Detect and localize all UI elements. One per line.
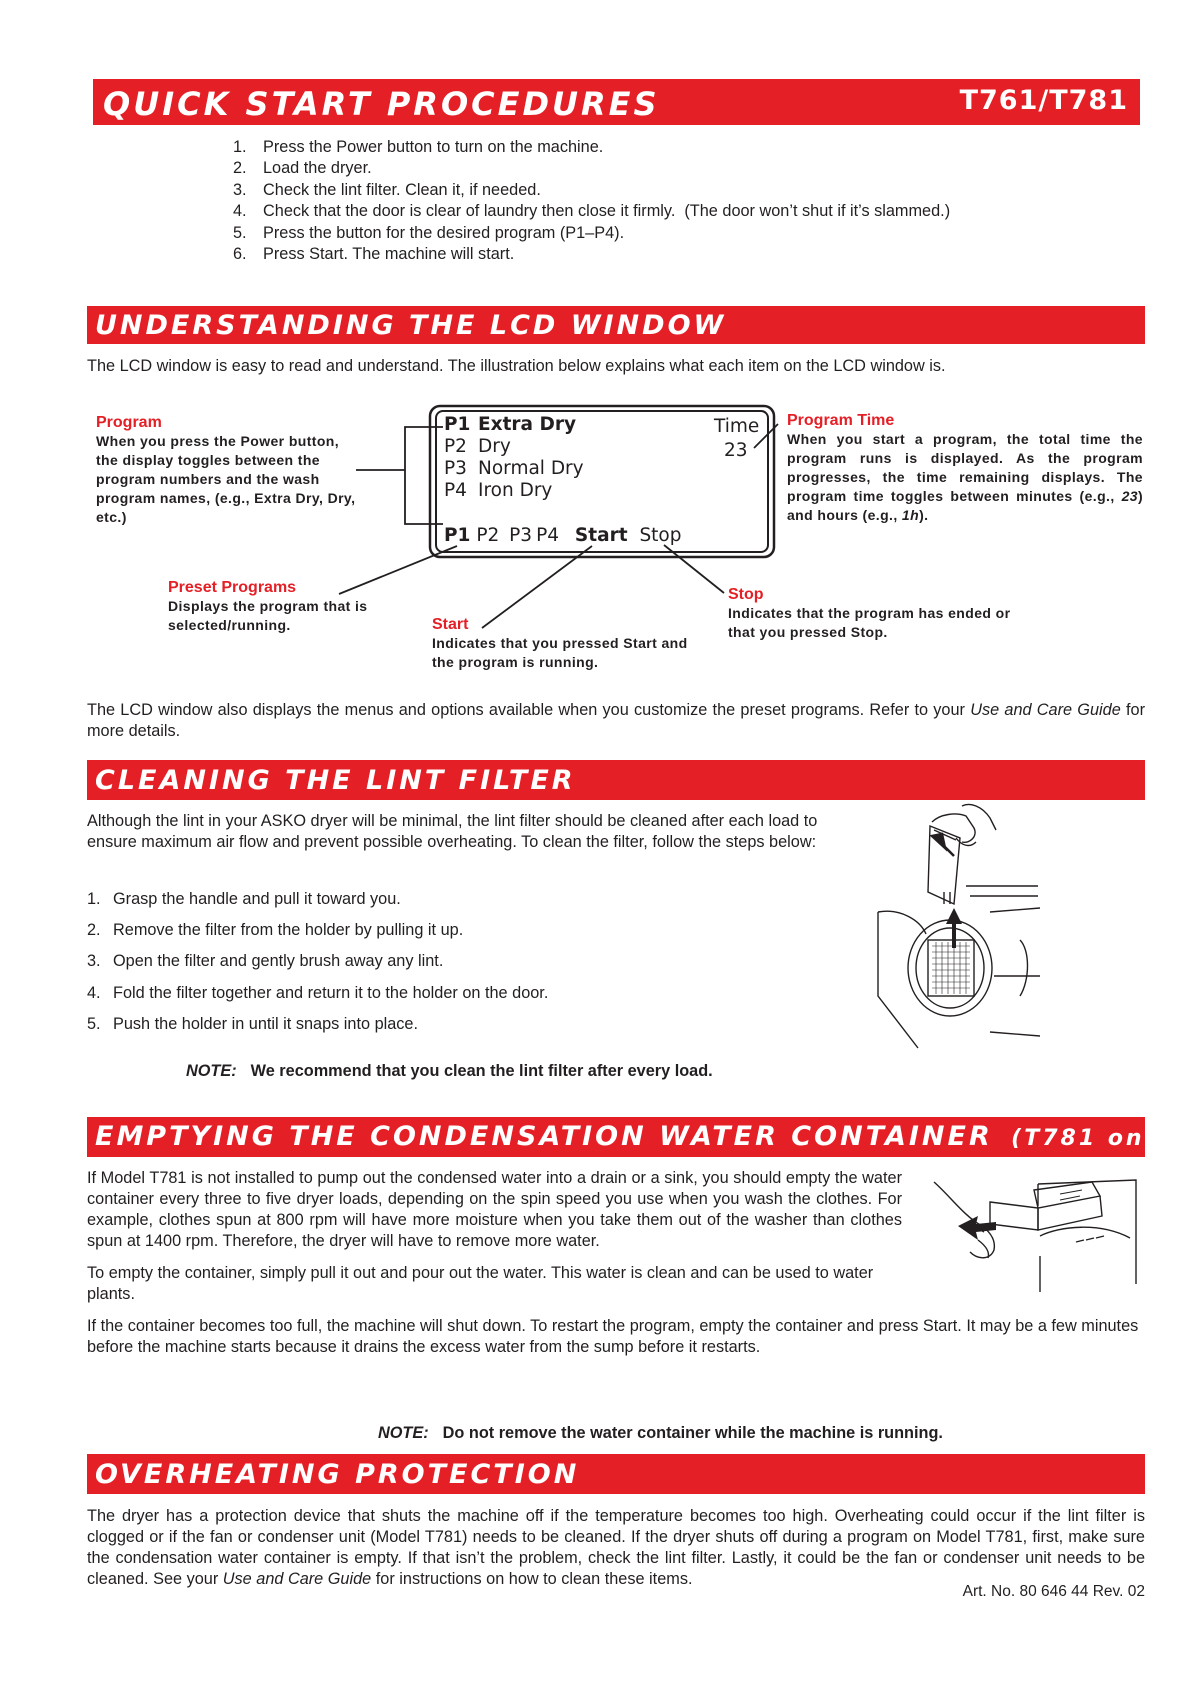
note-text: We recommend that you clean the lint filter after every load. xyxy=(250,1062,713,1080)
start-callout xyxy=(432,616,688,672)
program-text: When you press the Power button, the display toggles between the program numbers and the wash program names, (e.g., Extra Dry, Dry, etc.) xyxy=(96,433,356,525)
lint-steps xyxy=(87,884,787,1040)
program-label: Program xyxy=(96,414,162,431)
overheat-para: The dryer has a protection device that shuts the machine off if the temperature becomes too high. Overheating could occur if the lint filter is clogged or if the fan or condenser unit (Model T781) needs to be cleaned. If the dryer shuts off during a program on Model T781, first, make sure the condensation water container is empty. If that isn’t the problem, check the lint filter. Lastly, it could be the fan or condenser unit needs to be cleaned. See your Use and Care Guide for instructions on how to clean these items. xyxy=(87,1507,1145,1588)
lint-section-banner xyxy=(87,760,1145,800)
preset-programs-callout xyxy=(168,579,380,635)
lcd-row: P2 Dry xyxy=(444,436,511,457)
lint-note xyxy=(186,1062,713,1081)
list-item: 2. Remove the filter from the holder by pulling it up. xyxy=(87,921,464,940)
lcd-time-label: Time xyxy=(714,416,760,437)
list-item: 1. Press the Power button to turn on the machine. xyxy=(233,138,604,156)
model-number: T761/T781 xyxy=(959,85,1128,116)
program-time-callout xyxy=(787,412,1143,525)
note-label: NOTE: xyxy=(186,1062,237,1080)
program-time-label: Program Time xyxy=(787,412,895,429)
lcd-time-value: 23 xyxy=(724,440,748,461)
lint-section-title: CLEANING THE LINT FILTER xyxy=(95,765,576,796)
lint-intro: Although the lint in your ASKO dryer will be minimal, the lint filter should be cleaned after each load to ensure maximum air flow and prevent possible overheating. To clean the filter, follow the steps below: xyxy=(87,812,818,851)
lcd-row: P4 Iron Dry xyxy=(444,480,553,501)
stop-callout xyxy=(728,586,1038,642)
water-para-1: If Model T781 is not installed to pump out the condensed water into a drain or a sink, you should empty the water container every three to five dryer loads, depending on the spin speed you use when you wash the clothes. For example, clothes spun at 800 rpm will have more moisture when you take them out of the washer than clothes spun at 1400 rpm. Therefore, the dryer will have to remove more water. xyxy=(87,1169,902,1250)
list-item: 4. Check that the door is clear of laundry then close it firmly. (The door won’t shut if it’s slammed.) xyxy=(233,202,951,221)
lcd-row: P3 Normal Dry xyxy=(444,458,584,479)
list-item: 1. Grasp the handle and pull it toward you. xyxy=(87,890,401,908)
lcd-section-title: UNDERSTANDING THE LCD WINDOW xyxy=(95,310,727,341)
program-bracket xyxy=(405,427,443,524)
program-callout xyxy=(96,414,368,527)
water-para-3: If the container becomes too full, the machine will shut down. To restart the program, empty the container and press Start. It may be a few minutes before the machine starts because it drains the excess water from the sump before it restarts. xyxy=(87,1317,1139,1356)
overheat-section-banner xyxy=(87,1454,1145,1494)
program-time-text: When you start a program, the total time the program runs is displayed. As the program progresses, the time remaining displays. The program time toggles between minutes (e.g., 23) and hours (e.g., 1h). xyxy=(787,431,1143,523)
water-note xyxy=(378,1424,943,1443)
list-item: 3. Check the lint filter. Clean it, if needed. xyxy=(233,180,541,199)
water-section-banner xyxy=(87,1117,1186,1157)
list-item: 6. Press Start. The machine will start. xyxy=(233,245,515,264)
water-section-title: EMPTYING THE CONDENSATION WATER CONTAINER (T781 only) xyxy=(95,1121,1186,1152)
note-text: Do not remove the water container while the machine is running. xyxy=(442,1424,943,1442)
list-item: 2. Load the dryer. xyxy=(233,159,372,178)
stop-text: Indicates that the program has ended or that you pressed Stop. xyxy=(728,605,1011,640)
list-item: 4. Fold the filter together and return it to the holder on the door. xyxy=(87,983,549,1002)
list-item: 5. Press the button for the desired program (P1–P4). xyxy=(233,223,625,242)
lcd-row: P1 Extra Dry xyxy=(444,414,577,435)
start-label: Start xyxy=(432,616,469,633)
water-para-2: To empty the container, simply pull it out and pour out the water. This water is clean and can be used to water plants. xyxy=(87,1264,874,1303)
lcd-program-list xyxy=(444,414,584,502)
stop-label: Stop xyxy=(728,586,764,603)
overheat-section-title: OVERHEATING PROTECTION xyxy=(95,1459,580,1490)
page-title: QUICK START PROCEDURES xyxy=(103,85,660,123)
water-container-illustration xyxy=(930,1166,1140,1296)
list-item: 5. Push the holder in until it snaps into place. xyxy=(87,1014,419,1033)
start-text: Indicates that you pressed Start and the program is running. xyxy=(432,635,688,670)
lcd-outro: The LCD window also displays the menus and options available when you customize the preset programs. Refer to your Use and Care Guide for more details. xyxy=(87,701,1146,740)
article-number: Art. No. 80 646 44 Rev. 02 xyxy=(962,1583,1145,1600)
list-item: 3. Open the filter and gently brush away any lint. xyxy=(87,952,444,971)
preset-programs-text: Displays the program that is selected/running. xyxy=(168,598,368,633)
lcd-bottom-row: P1 P2 P3 P4 Start Stop xyxy=(444,525,682,546)
note-label: NOTE: xyxy=(378,1424,429,1442)
lcd-intro: The LCD window is easy to read and understand. The illustration below explains what each item on the LCD window is. xyxy=(87,357,946,375)
lint-filter-illustration xyxy=(870,800,1040,1050)
preset-programs-label: Preset Programs xyxy=(168,579,297,596)
